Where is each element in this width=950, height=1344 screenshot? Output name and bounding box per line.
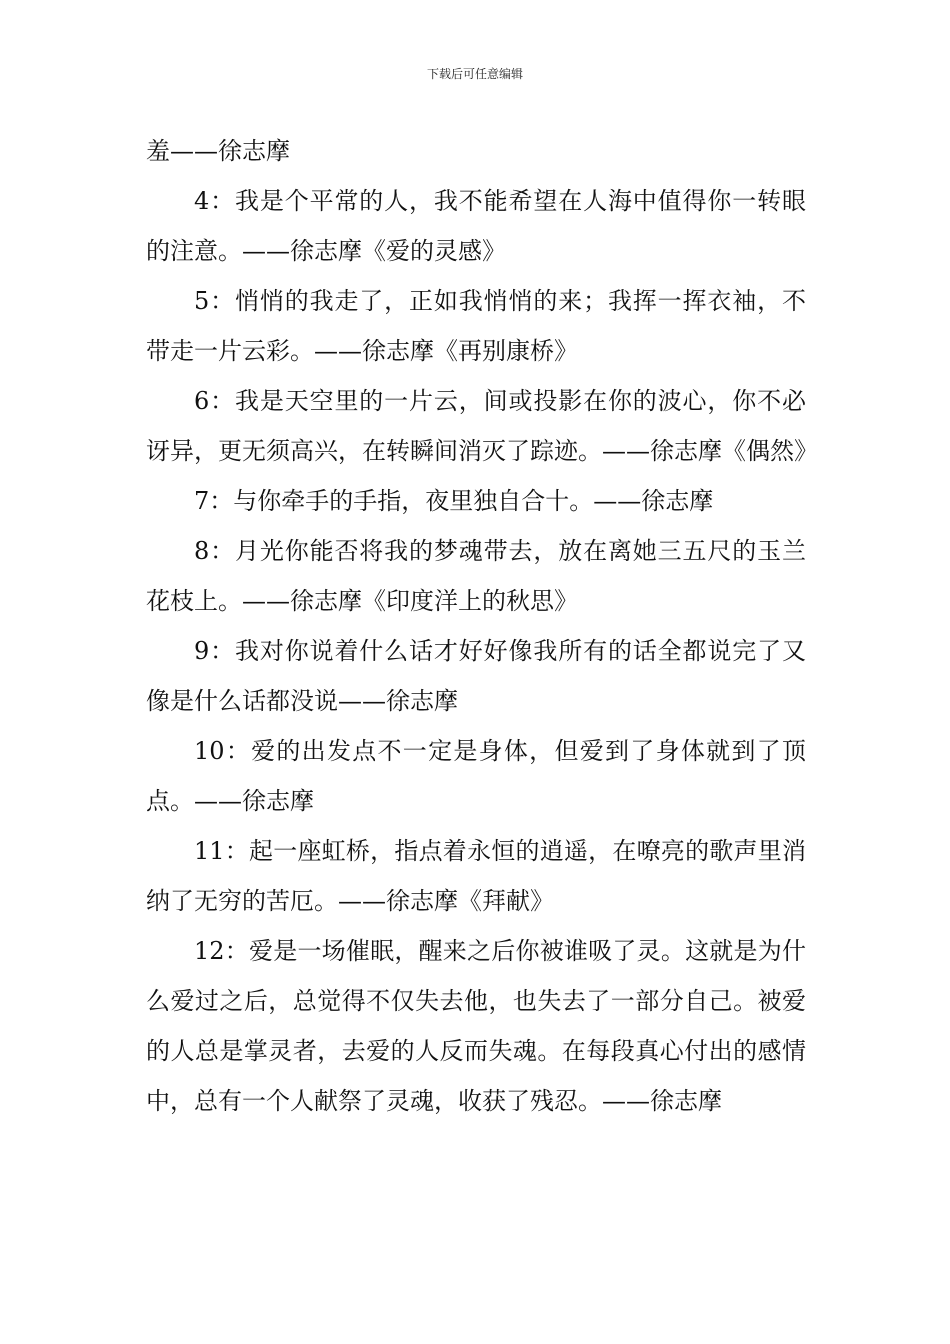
- quote-paragraph-4: 4：我是个平常的人，我不能希望在人海中值得你一转眼的注意。——徐志摩《爱的灵感》: [146, 187, 806, 265]
- quote-paragraph-11: 11：起一座虹桥，指点着永恒的逍遥，在嘹亮的歌声里消纳了无穷的苦厄。——徐志摩《拜献》: [146, 837, 806, 915]
- quote-paragraph-5: 5：悄悄的我走了，正如我悄悄的来；我挥一挥衣袖，不带走一片云彩。——徐志摩《再别康桥》: [146, 287, 806, 365]
- document-body: [146, 126, 818, 1126]
- paragraph-continuation: 羞——徐志摩: [146, 137, 290, 165]
- quote-paragraph-6: 6：我是天空里的一片云，间或投影在你的波心，你不必讶异，更无须高兴，在转瞬间消灭了踪迹。——徐志摩《偶然》: [146, 387, 818, 465]
- quote-paragraph-7: 7：与你牵手的手指，夜里独自合十。——徐志摩: [194, 487, 714, 515]
- quote-paragraph-12: 12：爱是一场催眠，醒来之后你被谁吸了灵。这就是为什么爱过之后，总觉得不仅失去他，也失去了一部分自己。被爱的人总是掌灵者，去爱的人反而失魂。在每段真心付出的感情中，总有一个人献祭了灵魂，收获了残忍。——徐志摩: [146, 937, 806, 1115]
- page-header: 下载后可任意编辑: [426, 67, 523, 81]
- quote-paragraph-10: 10：爱的出发点不一定是身体，但爱到了身体就到了顶点。——徐志摩: [146, 737, 806, 815]
- quote-paragraph-9: 9：我对你说着什么话才好好像我所有的话全都说完了又像是什么话都没说——徐志摩: [146, 637, 806, 715]
- quote-paragraph-8: 8：月光你能否将我的梦魂带去，放在离她三五尺的玉兰花枝上。——徐志摩《印度洋上的秋思》: [146, 537, 806, 615]
